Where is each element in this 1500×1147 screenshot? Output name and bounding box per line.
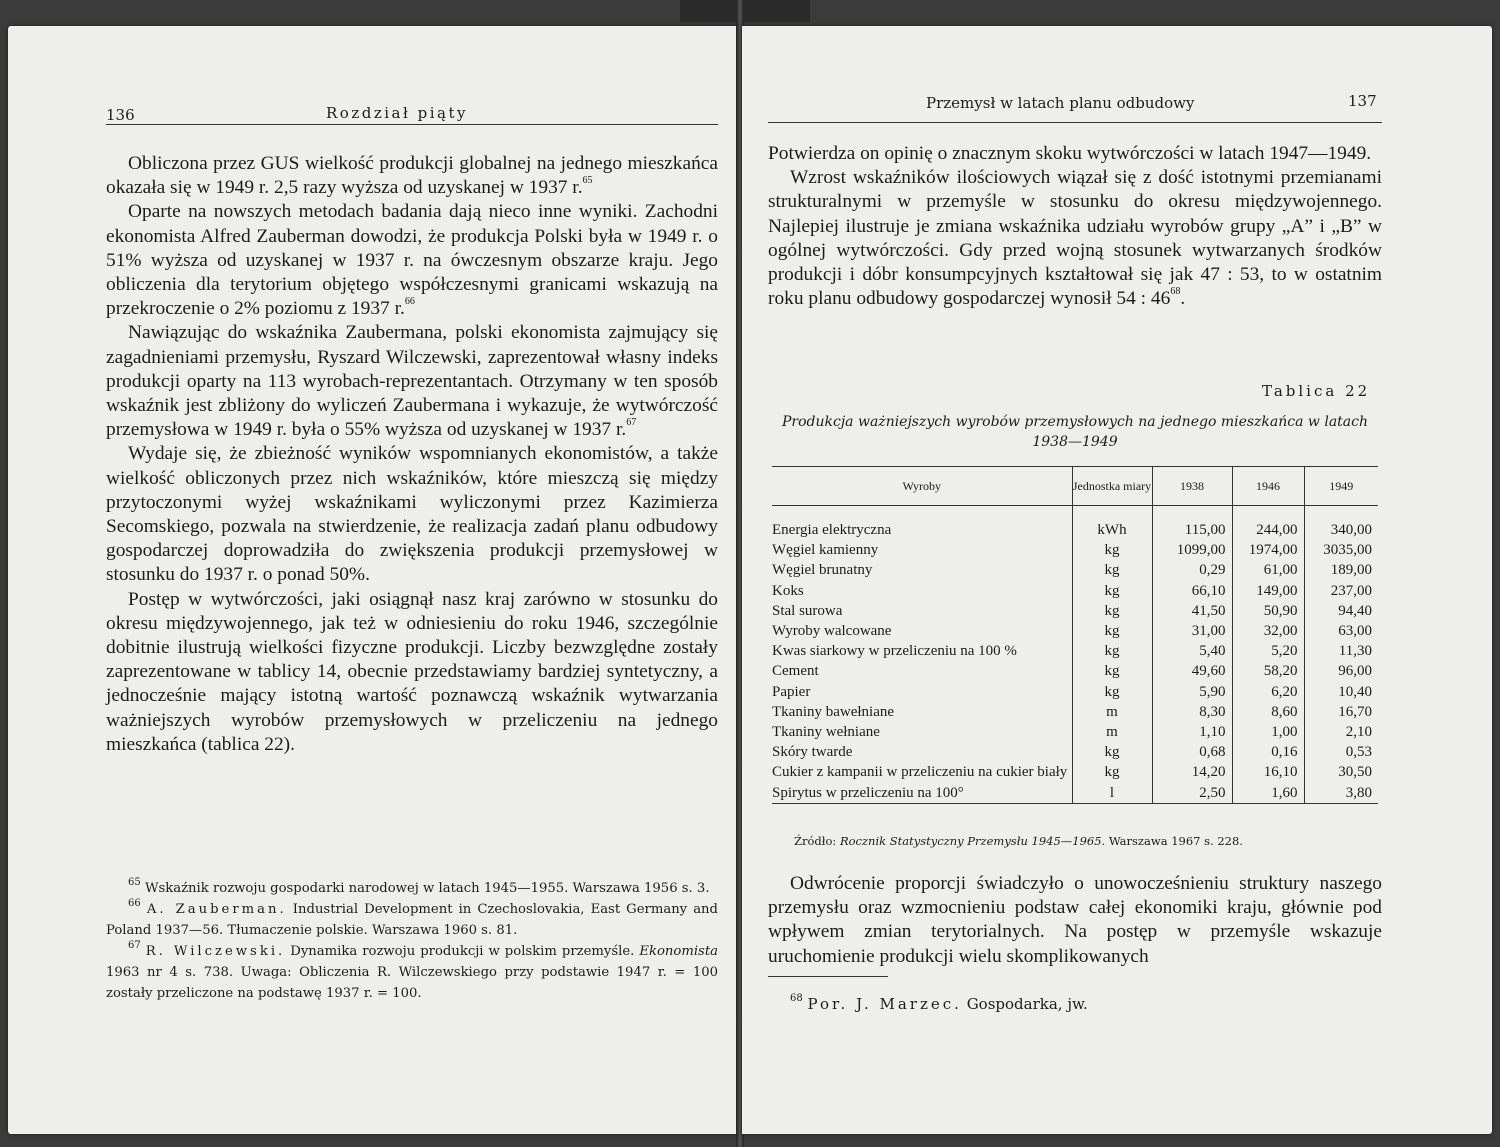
footnote-ref: 67: [626, 417, 637, 429]
cell-1938: 31,00: [1152, 621, 1232, 641]
cell-1946: 50,90: [1232, 601, 1304, 621]
paragraph: Potwierdza on opinię o znacznym skoku wytwórczości w latach 1947—1949.: [768, 143, 1372, 164]
cell-product: Kwas siarkowy w przeliczeniu na 100 %: [772, 643, 1017, 660]
cell-1946: 149,00: [1232, 581, 1304, 601]
cell-1949: 30,50: [1304, 762, 1378, 782]
cell-unit: m: [1072, 722, 1152, 742]
cell-product: Koks: [772, 582, 804, 599]
cell-1946: 6,20: [1232, 682, 1304, 702]
scan-top-edge: [680, 0, 810, 22]
cell-1938: 14,20: [1152, 762, 1232, 782]
cell-product: Spirytus w przeliczeniu na 100°: [772, 783, 1072, 804]
col-header-unit: Jednostka miary: [1072, 467, 1152, 506]
right-body-text: [768, 142, 1382, 311]
cell-1938: 0,29: [1152, 560, 1232, 580]
table-row: [772, 783, 1378, 804]
cell-1946: 1,60: [1232, 783, 1304, 804]
table-row: [772, 702, 1378, 722]
footnote-rule: [768, 976, 888, 977]
right-page: [742, 26, 1492, 1134]
cell-unit: kg: [1072, 742, 1152, 762]
data-table: [772, 466, 1378, 804]
cell-1946: 16,10: [1232, 762, 1304, 782]
cell-1946: 244,00: [1232, 520, 1304, 540]
cell-unit: kg: [1072, 641, 1152, 661]
cell-unit: m: [1072, 702, 1152, 722]
cell-unit: kg: [1072, 581, 1152, 601]
table-label: Tablica 22: [1262, 382, 1371, 400]
cell-unit: kg: [1072, 540, 1152, 560]
page-number: 136: [106, 106, 135, 124]
paragraph: Odwrócenie proporcji świadczyło o unowocześnieniu struktury naszego przemysłu oraz wzmocnieniu podstaw całej ekonomiki kraju, głównie pod wpływem zmian terytorialnych. Na postęp w przemyśle wskazuje uruchomienie produkcji wielu skomplikowanych: [768, 873, 1382, 967]
paragraph: Wzrost wskaźników ilościowych wiązał się z dość istotnymi przemianami strukturalnymi w przemyśle w stosunku do okresu międzywojennego. Najlepiej ilustruje je zmiana wskaźnika udziału wyrobów grupy „A” i „B” w ogólnej wytwórczości. Gdy przed wojną stosunek wytwarzanych środków produkcji i dóbr konsumpcyjnych kształtował się jak 47 : 53, to w ostatnim roku planu odbudowy gospodarczej wynosił 54 : $46^{68}$.: [768, 167, 1382, 310]
cell-1946: 58,20: [1232, 661, 1304, 681]
cell-product: Skóry twarde: [772, 744, 853, 761]
cell-1946: 32,00: [1232, 621, 1304, 641]
table-body: [772, 506, 1378, 804]
cell-product: Tkaniny bawełniane: [772, 703, 895, 720]
cell-1938: 1099,00: [1152, 540, 1232, 560]
cell-1938: 41,50: [1152, 601, 1232, 621]
cell-1949: 237,00: [1304, 581, 1378, 601]
header-rule: [106, 124, 718, 125]
cell-unit: kg: [1072, 560, 1152, 580]
cell-1938: 0,68: [1152, 742, 1232, 762]
table-header-row: [772, 467, 1378, 506]
table-row: [772, 621, 1378, 641]
cell-1949: 11,30: [1304, 641, 1378, 661]
running-head: Rozdział piąty: [326, 104, 468, 122]
col-header-product: Wyroby: [772, 467, 1072, 506]
cell-1946: 5,20: [1232, 641, 1304, 661]
cell-1949: 10,40: [1304, 682, 1378, 702]
page-number: 137: [1348, 92, 1377, 110]
cell-1946: 8,60: [1232, 702, 1304, 722]
cell-unit: kg: [1072, 601, 1152, 621]
cell-1938: 5,90: [1152, 682, 1232, 702]
cell-product: Tkaniny wełniane: [772, 724, 880, 741]
left-body-text: [106, 152, 718, 757]
cell-1949: 63,00: [1304, 621, 1378, 641]
footnote: $^{65}$ Wskaźnik rozwoju gospodarki narodowej w latach 1945—1955. Warszawa 1956 s. 3.: [128, 877, 710, 896]
cell-1938: 8,30: [1152, 702, 1232, 722]
col-header-1938: 1938: [1152, 467, 1232, 506]
paragraph: Oparte na nowszych metodach badania dają nieco inne wyniki. Zachodni ekonomista Alfred Zauberman dowodzi, że produkcja Polski była w 1949 r. o 51% wyższa od uzyskanej w 1937 r. na ówczesnym obszarze kraju. Jego obliczenia dla terytorium objętego współczesnymi granicami wskazują na przekroczenie o 2% poziomu z 1937 r.$^{66}$: [106, 201, 718, 320]
cell-1938: 1,10: [1152, 722, 1232, 742]
cell-product: Węgiel brunatny: [772, 562, 873, 579]
table-source: Źródło: Rocznik Statystyczny Przemysłu 1945—1965. Warszawa 1967 s. 228.: [794, 834, 1243, 848]
cell-1949: 96,00: [1304, 661, 1378, 681]
cell-1946: 1,00: [1232, 722, 1304, 742]
footnote: $^{68}$ Por. J. Marzec. Gospodarka, jw.: [790, 993, 1088, 1013]
cell-product: Cukier z kampanii w przeliczeniu na cukier biały: [772, 764, 1068, 781]
cell-product: Cement: [772, 663, 819, 680]
cell-unit: kg: [1072, 621, 1152, 641]
col-header-1949: 1949: [1304, 467, 1378, 506]
cell-1949: 16,70: [1304, 702, 1378, 722]
cell-1949: 2,10: [1304, 722, 1378, 742]
cell-unit: l: [1072, 783, 1152, 804]
paragraph: Postęp w wytwórczości, jaki osiągnął nasz kraj zarówno w stosunku do okresu międzywojennego, jak też w odniesieniu do roku 1946, szczególnie dobitnie ilustrują wielkości fizyczne produkcji. Liczby bezwzględne zostały zaprezentowane w tablicy 14, obecnie przedstawiamy bardziej syntetyczny, a jednocześnie mający istotną wartość poznawczą wskaźnik wytwarzania ważniejszych wyrobów przemysłowych w przeliczeniu na jednego mieszkańca (tablica 22).: [106, 588, 718, 755]
cell-product: Energia elektryczna: [772, 522, 892, 538]
cell-1938: 2,50: [1152, 783, 1232, 804]
cell-product: Stal surowa: [772, 602, 843, 619]
table-row: [772, 722, 1378, 742]
footnote-ref: 68: [1170, 286, 1181, 298]
cell-unit: kg: [1072, 762, 1152, 782]
table-row: [772, 560, 1378, 580]
footnote-ref: 66: [404, 296, 415, 308]
table-row: [772, 520, 1378, 540]
cell-unit: kg: [1072, 682, 1152, 702]
cell-unit: kg: [1072, 661, 1152, 681]
cell-1949: 94,40: [1304, 601, 1378, 621]
right-body-text-2: [768, 872, 1382, 969]
cell-1949: 3035,00: [1304, 540, 1378, 560]
cell-1949: 0,53: [1304, 742, 1378, 762]
cell-1946: 61,00: [1232, 560, 1304, 580]
table-row: [772, 682, 1378, 702]
cell-1946: 1974,00: [1232, 540, 1304, 560]
cell-1938: 115,00: [1152, 520, 1232, 540]
table-row: [772, 762, 1378, 782]
paragraph: Obliczona przez GUS wielkość produkcji globalnej na jednego mieszkańca okazała się w 1949 r. 2,5 razy wyższa od uzyskanej w 1937 r.$^{65}$: [106, 153, 718, 199]
table-row: [772, 540, 1378, 560]
table-row: [772, 581, 1378, 601]
running-head: Przemysł w latach planu odbudowy: [926, 94, 1195, 112]
cell-1938: 66,10: [1152, 581, 1232, 601]
cell-1949: 3,80: [1304, 783, 1378, 804]
cell-1938: 49,60: [1152, 661, 1232, 681]
cell-1938: 5,40: [1152, 641, 1232, 661]
table-row: [772, 641, 1378, 661]
footnote: $^{66}$ A. Zauberman. Industrial Development in Czechoslovakia, East Germany and Poland 1937—56. Tłumaczenie polskie. Warszawa 1960 s. 81.: [106, 898, 718, 938]
table-row: [772, 661, 1378, 681]
cell-product: Papier: [772, 683, 811, 700]
cell-1946: 0,16: [1232, 742, 1304, 762]
cell-product: Wyroby walcowane: [772, 623, 892, 640]
footnote: $^{67}$ R. Wilczewski. Dynamika rozwoju produkcji w polskim przemyśle. Ekonomista 1963 nr 4 s. 738. Uwaga: Obliczenia R. Wilczewskiego przy podstawie 1947 r. = 100 zostały przeliczone na podstawę 1937 r. = 100.: [106, 940, 718, 1001]
table-title: Produkcja ważniejszych wyrobów przemysłowych na jednego mieszkańca w latach 1938—1949: [782, 414, 1368, 450]
table-row: [772, 601, 1378, 621]
paragraph: Nawiązując do wskaźnika Zaubermana, polski ekonomista zajmujący się zagadnieniami przemysłu, Ryszard Wilczewski, zaprezentował własny indeks produkcji oparty na 113 wyrobach-reprezentantach. Otrzymany w ten sposób wskaźnik jest zbliżony do wyliczeń Zaubermana i wykazuje, że wytwórczość przemysłowa w 1949 r. była o 55% wyższa od uzyskanej w 1937 r.$^{67}$: [106, 322, 718, 441]
header-rule: [768, 122, 1382, 123]
cell-1949: 189,00: [1304, 560, 1378, 580]
footnote-ref: 65: [582, 175, 593, 187]
right-footnotes: [768, 994, 1382, 1015]
col-header-1946: 1946: [1232, 467, 1304, 506]
cell-1949: 340,00: [1304, 520, 1378, 540]
cell-product: Węgiel kamienny: [772, 542, 879, 559]
left-page: [8, 26, 738, 1134]
paragraph: Wydaje się, że zbieżność wyników wspomnianych ekonomistów, a także wielkość obliczonych przez nich wskaźników, które mieszczą się między przytoczonymi wyżej wskaźnikami wyliczonymi przez Kazimierza Secomskiego, pozwala na stwierdzenie, że realizacja zadań planu odbudowy gospodarczej doprowadziła do zwiększenia produkcji przemysłowej w stosunku do 1937 r. o ponad 50%.: [106, 443, 718, 586]
cell-unit: kWh: [1072, 520, 1152, 540]
left-footnotes: [106, 878, 718, 1004]
table-row: [772, 742, 1378, 762]
